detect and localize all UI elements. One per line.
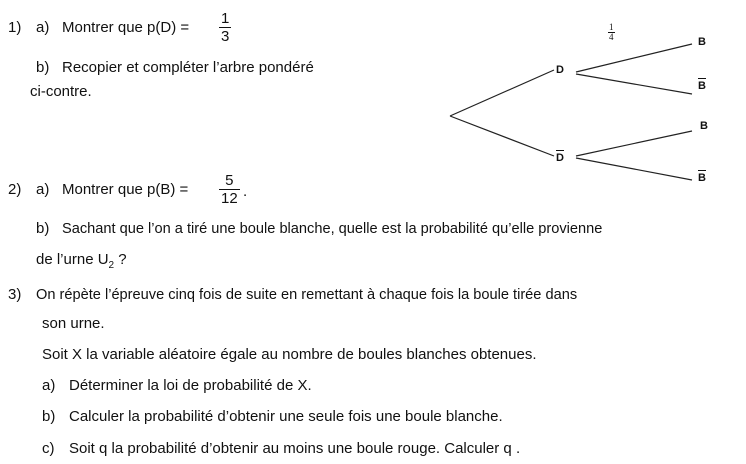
q3-text-line3: Soit X la variable aléatoire égale au nombre de boules blanches obtenues. [42,346,537,363]
q2b-text-line2-end: ? [114,251,127,268]
q3b-label: b) [42,408,56,425]
tree-leaf-bbar1 [698,78,706,92]
branch-dbar-b [576,131,692,156]
tree-node-d: D [556,64,564,76]
branch-root-d [450,70,554,116]
q2a-period: . [243,183,248,200]
q3a-text: Déterminer la loi de probabilité de X. [69,377,312,394]
tree-leaf-b2: B [700,120,708,132]
tree-leaf-bbar2-text: B [698,172,706,184]
tree-weight-numerator: 1 [609,22,614,32]
q2-number: 2) [8,181,22,198]
q2a-text: Montrer que p(B) = [62,181,189,198]
q3a-label: a) [42,377,56,394]
q2a-fraction-denominator: 12 [221,190,238,207]
tree-node-dbar [556,150,564,164]
q3-text-line2: son urne. [42,315,105,332]
tree-weight-denominator: 4 [609,32,614,42]
q2a-fraction [219,172,240,207]
q3b-text: Calculer la probabilité d’obtenir une seule fois une boule blanche. [69,408,503,425]
q1a-fraction-numerator: 1 [221,10,230,27]
q2b-text-line1: Sachant que l’on a tiré une boule blanche, quelle est la probabilité qu’elle provienne [62,221,603,237]
q3-number: 3) [8,286,22,303]
q3c-text: Soit q la probabilité d’obtenir au moins une boule rouge. Calculer q . [69,440,521,457]
q2b-text-line2 [36,251,127,275]
tree-leaf-bbar1-text: B [698,80,706,92]
probability-tree [440,20,740,195]
q2b-urn-subscript: 2 [108,260,115,271]
q3-text-line1: On répète l’épreuve cinq fois de suite en remettant à chaque fois la boule tirée dans [36,287,578,303]
tree-leaf-bbar2 [698,170,706,184]
q1a-fraction-denominator: 3 [221,28,230,45]
q3c-label: c) [42,440,55,457]
q2b-text-line2-start: de l’urne U [36,251,109,268]
q1b-text-line2: ci-contre. [30,83,92,100]
q1a-text: Montrer que p(D) = [62,19,190,36]
branch-dbar-bbar [576,158,692,180]
q1b-text-line1: Recopier et compléter l’arbre pondéré [62,59,314,76]
tree-node-dbar-text: D [556,152,564,164]
q1a-fraction [219,10,231,45]
q2b-label: b) [36,220,50,237]
branch-d-bbar [576,74,692,94]
q1b-label: b) [36,59,50,76]
branch-d-b [576,44,692,72]
q1a-label: a) [36,19,50,36]
branch-root-dbar [450,116,554,156]
q2a-fraction-numerator: 5 [219,172,240,190]
tree-leaf-b1: B [698,36,706,48]
q2a-label: a) [36,181,50,198]
q1-number: 1) [8,19,22,36]
tree-weight-fraction [608,23,615,42]
